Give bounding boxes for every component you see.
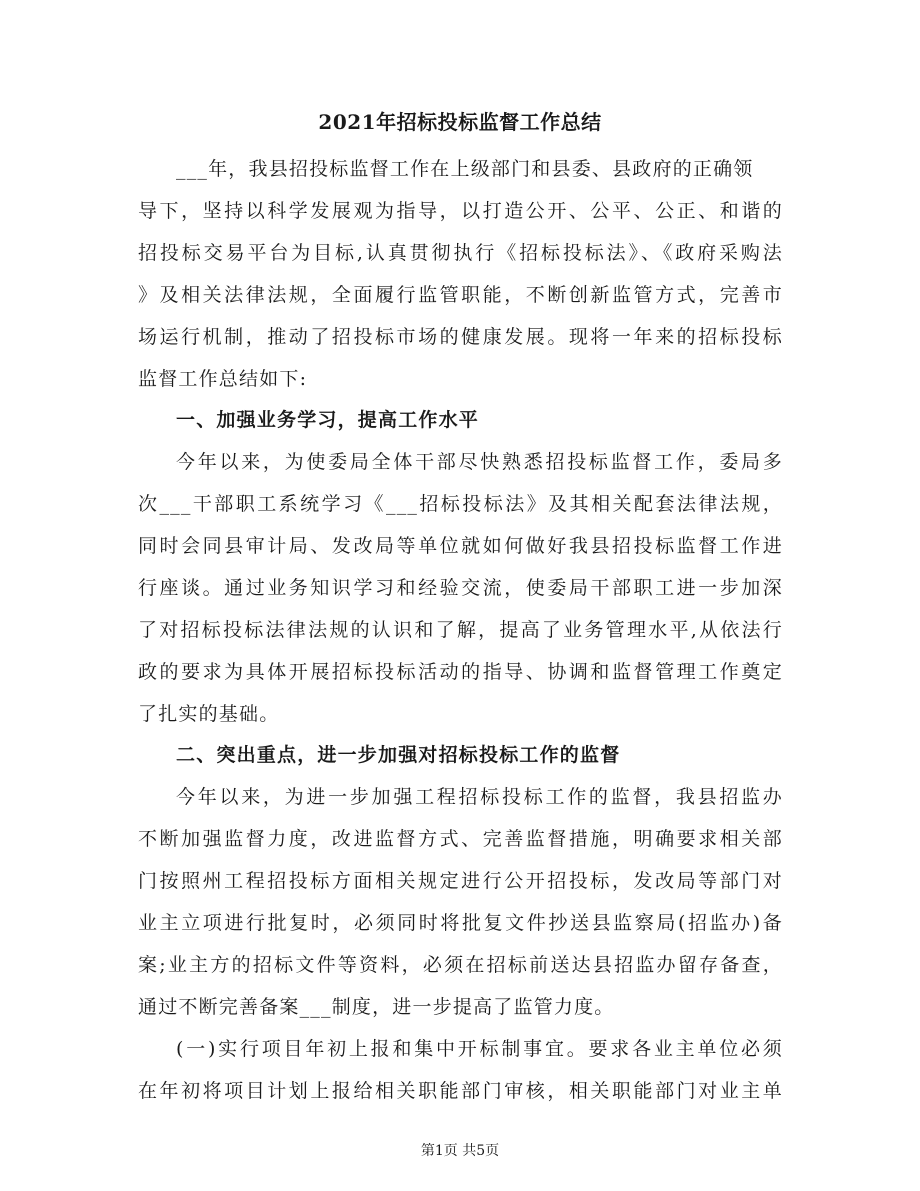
paragraph-line: 政的要求为具体开展招标投标活动的指导、协调和监督管理工作奠定 [138,661,783,683]
paragraph-line: 次___干部职工系统学习《___招标投标法》及其相关配套法律法规， [138,493,783,515]
document-title: 2021年招标投标监督工作总结 [318,110,602,134]
paragraph-line: 了扎实的基础。 [138,703,280,725]
paragraph-line: (一)实行项目年初上报和集中开标制事宜。要求各业主单位必须 [176,1038,783,1060]
paragraph-line: 导下，坚持以科学发展观为指导，以打造公开、公平、公正、和谐的 [138,200,783,222]
paragraph-line: 在年初将项目计划上报给相关职能部门审核，相关职能部门对业主单 [138,1080,783,1102]
paragraph-line: 不断加强监督力度，改进监督方式、完善监督措施，明确要求相关部 [138,828,783,850]
paragraph-line: 》及相关法律法规，全面履行监管职能，不断创新监管方式，完善市 [138,284,783,306]
paragraph-line: 场运行机制，推动了招投标市场的健康发展。现将一年来的招标投标 [138,326,783,348]
section-heading-1: 一、加强业务学习，提高工作水平 [176,409,480,431]
paragraph-line: ___年，我县招投标监督工作在上级部门和县委、县政府的正确领 [176,158,754,180]
page-number: 第1页 共5页 [420,1143,500,1159]
paragraph-line: 今年以来，为使委局全体干部尽快熟悉招投标监督工作，委局多 [176,451,783,473]
section-heading-2: 二、突出重点，进一步加强对招标投标工作的监督 [176,744,621,766]
paragraph-line: 案;业主方的招标文件等资料，必须在招标前送达县招监办留存备查， [138,954,783,976]
paragraph-line: 同时会同县审计局、发改局等单位就如何做好我县招投标监督工作进 [138,535,783,557]
paragraph-line: 业主立项进行批复时，必须同时将批复文件抄送县监察局(招监办)备 [138,912,783,934]
paragraph-line: 招投标交易平台为目标,认真贯彻执行《招标投标法》、《政府采购法 [138,242,783,264]
paragraph-line: 行座谈。通过业务知识学习和经验交流，使委局干部职工进一步加深 [138,577,783,599]
paragraph-line: 通过不断完善备案___制度，进一步提高了监管力度。 [138,996,615,1018]
paragraph-line: 了对招标投标法律法规的认识和了解，提高了业务管理水平,从依法行 [138,619,783,641]
paragraph-line: 今年以来，为进一步加强工程招标投标工作的监督，我县招监办 [176,786,783,808]
paragraph-line: 监督工作总结如下: [138,368,308,390]
paragraph-line: 门按照州工程招投标方面相关规定进行公开招投标，发改局等部门对 [138,870,783,892]
